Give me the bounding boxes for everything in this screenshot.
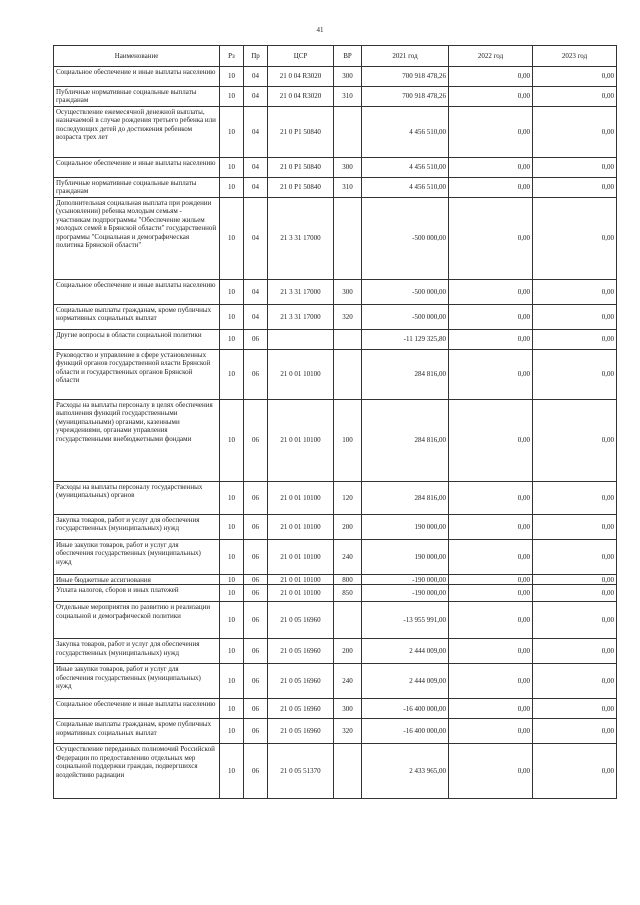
table-row <box>54 664 617 699</box>
cell-vr: 300 <box>334 699 362 719</box>
cell-csr: 21 0 P1 50840 <box>268 178 334 198</box>
cell-name: Осуществление ежемесячной денежной выплаты, назначаемой в случае рождения третьего ребенка или последующих детей до достижения ребенком возраста трех лет <box>54 107 220 158</box>
cell-csr: 21 0 05 16960 <box>268 664 334 699</box>
table-row <box>54 198 617 280</box>
cell-csr: 21 0 04 R3020 <box>268 67 334 87</box>
table-row <box>54 67 617 87</box>
cell-y2022: 0,00 <box>449 330 533 350</box>
cell-name: Уплата налогов, сборов и иных платежей <box>54 585 220 602</box>
table-header-row <box>54 46 617 67</box>
cell-y2021: 284 816,00 <box>362 350 449 400</box>
cell-csr: 21 0 01 10100 <box>268 482 334 515</box>
cell-name: Иные закупки товаров, работ и услуг для обеспечения государственных (муниципальных) нужд <box>54 540 220 575</box>
cell-y2022: 0,00 <box>449 87 533 107</box>
cell-rz: 10 <box>220 540 244 575</box>
cell-pr: 04 <box>244 305 268 330</box>
table-row <box>54 719 617 744</box>
cell-vr: 310 <box>334 87 362 107</box>
col-header-2021: 2021 год <box>362 46 449 67</box>
cell-rz: 10 <box>220 280 244 305</box>
cell-vr: 300 <box>334 67 362 87</box>
cell-pr: 06 <box>244 585 268 602</box>
cell-pr: 04 <box>244 107 268 158</box>
cell-rz: 10 <box>220 719 244 744</box>
cell-pr: 06 <box>244 515 268 540</box>
cell-name: Расходы на выплаты персоналу в целях обеспечения выполнения функций государственными (муниципальными) органами, казенными учреждениями, органами управления государственными внебюджетными фондами <box>54 400 220 482</box>
cell-y2021: 4 456 510,00 <box>362 107 449 158</box>
cell-name: Социальное обеспечение и иные выплаты населению <box>54 67 220 87</box>
cell-rz: 10 <box>220 67 244 87</box>
cell-vr <box>334 330 362 350</box>
col-header-vr: ВР <box>334 46 362 67</box>
cell-y2022: 0,00 <box>449 540 533 575</box>
cell-name: Социальные выплаты гражданам, кроме публичных нормативных социальных выплат <box>54 305 220 330</box>
cell-y2022: 0,00 <box>449 400 533 482</box>
cell-name: Социальное обеспечение и иные выплаты населению <box>54 699 220 719</box>
cell-y2023: 0,00 <box>533 107 617 158</box>
cell-rz: 10 <box>220 602 244 639</box>
cell-csr: 21 0 P1 50840 <box>268 158 334 178</box>
cell-y2022: 0,00 <box>449 198 533 280</box>
cell-y2023: 0,00 <box>533 158 617 178</box>
cell-y2023: 0,00 <box>533 639 617 664</box>
cell-y2021: 4 456 510,00 <box>362 158 449 178</box>
cell-name: Социальное обеспечение и иные выплаты населению <box>54 280 220 305</box>
cell-y2021: 284 816,00 <box>362 400 449 482</box>
cell-y2022: 0,00 <box>449 482 533 515</box>
table-row <box>54 280 617 305</box>
cell-pr: 04 <box>244 198 268 280</box>
cell-y2022: 0,00 <box>449 158 533 178</box>
cell-y2022: 0,00 <box>449 719 533 744</box>
cell-rz: 10 <box>220 158 244 178</box>
cell-y2022: 0,00 <box>449 744 533 799</box>
cell-vr: 850 <box>334 585 362 602</box>
budget-table <box>53 45 617 799</box>
cell-y2021: -500 000,00 <box>362 280 449 305</box>
cell-y2022: 0,00 <box>449 664 533 699</box>
cell-y2021: -16 400 000,00 <box>362 699 449 719</box>
cell-rz: 10 <box>220 107 244 158</box>
cell-rz: 10 <box>220 744 244 799</box>
cell-rz: 10 <box>220 350 244 400</box>
cell-y2023: 0,00 <box>533 87 617 107</box>
cell-y2023: 0,00 <box>533 744 617 799</box>
cell-csr: 21 0 01 10100 <box>268 585 334 602</box>
cell-rz: 10 <box>220 639 244 664</box>
cell-y2022: 0,00 <box>449 107 533 158</box>
cell-vr: 800 <box>334 575 362 585</box>
cell-y2023: 0,00 <box>533 67 617 87</box>
cell-y2022: 0,00 <box>449 178 533 198</box>
cell-y2021: 2 444 009,00 <box>362 639 449 664</box>
cell-csr: 21 0 01 10100 <box>268 515 334 540</box>
cell-y2023: 0,00 <box>533 540 617 575</box>
cell-y2021: -11 129 325,80 <box>362 330 449 350</box>
cell-pr: 06 <box>244 664 268 699</box>
cell-name: Публичные нормативные социальные выплаты гражданам <box>54 87 220 107</box>
cell-pr: 06 <box>244 602 268 639</box>
cell-pr: 04 <box>244 178 268 198</box>
cell-vr <box>334 350 362 400</box>
col-header-2023: 2023 год <box>533 46 617 67</box>
table-row <box>54 107 617 158</box>
cell-vr: 120 <box>334 482 362 515</box>
cell-y2023: 0,00 <box>533 350 617 400</box>
cell-name: Расходы на выплаты персоналу государственных (муниципальных) органов <box>54 482 220 515</box>
cell-name: Закупка товаров, работ и услуг для обеспечения государственных (муниципальных) нужд <box>54 639 220 664</box>
cell-y2022: 0,00 <box>449 699 533 719</box>
cell-csr: 21 0 05 16960 <box>268 602 334 639</box>
col-header-pr: Пр <box>244 46 268 67</box>
cell-rz: 10 <box>220 305 244 330</box>
cell-name: Социальные выплаты гражданам, кроме публичных нормативных социальных выплат <box>54 719 220 744</box>
cell-y2022: 0,00 <box>449 350 533 400</box>
cell-y2022: 0,00 <box>449 305 533 330</box>
cell-vr: 240 <box>334 540 362 575</box>
col-header-2022: 2022 год <box>449 46 533 67</box>
cell-y2022: 0,00 <box>449 585 533 602</box>
cell-y2021: 2 444 009,00 <box>362 664 449 699</box>
cell-pr: 06 <box>244 350 268 400</box>
table-row <box>54 540 617 575</box>
cell-name: Публичные нормативные социальные выплаты гражданам <box>54 178 220 198</box>
cell-rz: 10 <box>220 482 244 515</box>
cell-rz: 10 <box>220 664 244 699</box>
cell-csr: 21 0 04 R3020 <box>268 87 334 107</box>
table-row <box>54 639 617 664</box>
cell-csr <box>268 330 334 350</box>
cell-y2021: 2 433 965,00 <box>362 744 449 799</box>
table-row <box>54 602 617 639</box>
cell-vr: 300 <box>334 158 362 178</box>
cell-y2021: -500 000,00 <box>362 198 449 280</box>
cell-vr: 200 <box>334 639 362 664</box>
cell-name: Осуществление переданных полномочий Российской Федерации по предоставлению отдельных мер социальной поддержки граждан, подвергшихся воздействию радиации <box>54 744 220 799</box>
cell-y2022: 0,00 <box>449 67 533 87</box>
cell-y2023: 0,00 <box>533 699 617 719</box>
cell-y2023: 0,00 <box>533 515 617 540</box>
cell-vr: 240 <box>334 664 362 699</box>
table-row <box>54 178 617 198</box>
col-header-name: Наименование <box>54 46 220 67</box>
cell-rz: 10 <box>220 699 244 719</box>
cell-name: Другие вопросы в области социальной политики <box>54 330 220 350</box>
cell-rz: 10 <box>220 87 244 107</box>
cell-pr: 04 <box>244 280 268 305</box>
cell-y2023: 0,00 <box>533 482 617 515</box>
cell-csr: 21 0 05 16960 <box>268 699 334 719</box>
cell-y2023: 0,00 <box>533 664 617 699</box>
cell-y2022: 0,00 <box>449 280 533 305</box>
cell-rz: 10 <box>220 575 244 585</box>
table-row <box>54 87 617 107</box>
cell-vr: 320 <box>334 719 362 744</box>
table-row <box>54 744 617 799</box>
cell-y2023: 0,00 <box>533 602 617 639</box>
cell-vr: 100 <box>334 400 362 482</box>
page-number: 41 <box>316 26 324 34</box>
table-row <box>54 699 617 719</box>
cell-pr: 06 <box>244 719 268 744</box>
cell-y2021: 700 918 478,26 <box>362 67 449 87</box>
cell-pr: 06 <box>244 575 268 585</box>
cell-y2022: 0,00 <box>449 639 533 664</box>
cell-y2021: -500 000,00 <box>362 305 449 330</box>
table-row <box>54 585 617 602</box>
cell-vr: 300 <box>334 280 362 305</box>
cell-pr: 06 <box>244 699 268 719</box>
cell-vr <box>334 198 362 280</box>
table-row <box>54 515 617 540</box>
table-row <box>54 400 617 482</box>
cell-pr: 06 <box>244 540 268 575</box>
cell-y2023: 0,00 <box>533 585 617 602</box>
table-row <box>54 305 617 330</box>
table-row <box>54 350 617 400</box>
cell-pr: 04 <box>244 67 268 87</box>
table-row <box>54 482 617 515</box>
cell-pr: 06 <box>244 482 268 515</box>
cell-csr: 21 0 01 10100 <box>268 540 334 575</box>
cell-y2021: -16 400 000,00 <box>362 719 449 744</box>
cell-y2021: 284 816,00 <box>362 482 449 515</box>
cell-pr: 06 <box>244 400 268 482</box>
cell-vr <box>334 602 362 639</box>
cell-csr: 21 0 01 10100 <box>268 400 334 482</box>
cell-y2023: 0,00 <box>533 719 617 744</box>
cell-name: Иные бюджетные ассигнования <box>54 575 220 585</box>
cell-y2023: 0,00 <box>533 400 617 482</box>
cell-vr <box>334 744 362 799</box>
cell-name: Отдельные мероприятия по развитию и реализации социальной и демографической политики <box>54 602 220 639</box>
table-row <box>54 575 617 585</box>
cell-y2023: 0,00 <box>533 280 617 305</box>
cell-pr: 06 <box>244 330 268 350</box>
cell-y2023: 0,00 <box>533 305 617 330</box>
cell-csr: 21 3 31 17000 <box>268 198 334 280</box>
cell-y2021: -13 955 991,00 <box>362 602 449 639</box>
cell-y2023: 0,00 <box>533 330 617 350</box>
cell-pr: 06 <box>244 639 268 664</box>
cell-pr: 04 <box>244 87 268 107</box>
cell-name: Дополнительная социальная выплата при рождении (усыновлении) ребенка молодым семьям - участникам подпрограммы "Обеспечение жильем молодых семей в Брянской области" государственной программы "Социальная и демографическая политика Брянской области" <box>54 198 220 280</box>
cell-vr: 320 <box>334 305 362 330</box>
cell-name: Закупка товаров, работ и услуг для обеспечения государственных (муниципальных) нужд <box>54 515 220 540</box>
cell-y2021: 190 000,00 <box>362 515 449 540</box>
table-row <box>54 330 617 350</box>
cell-csr: 21 0 P1 50840 <box>268 107 334 158</box>
col-header-rz: Рз <box>220 46 244 67</box>
cell-csr: 21 0 05 16960 <box>268 639 334 664</box>
cell-name: Руководство и управление в сфере установленных функций органов государственной власти Брянской области и государственных органов Брянской области <box>54 350 220 400</box>
cell-rz: 10 <box>220 585 244 602</box>
cell-name: Иные закупки товаров, работ и услуг для обеспечения государственных (муниципальных) нужд <box>54 664 220 699</box>
cell-rz: 10 <box>220 515 244 540</box>
cell-y2022: 0,00 <box>449 515 533 540</box>
cell-y2021: -190 000,00 <box>362 575 449 585</box>
cell-y2021: 4 456 510,00 <box>362 178 449 198</box>
cell-csr: 21 3 31 17000 <box>268 305 334 330</box>
cell-y2023: 0,00 <box>533 198 617 280</box>
cell-y2021: -190 000,00 <box>362 585 449 602</box>
cell-csr: 21 3 31 17000 <box>268 280 334 305</box>
cell-y2022: 0,00 <box>449 602 533 639</box>
cell-csr: 21 0 05 16960 <box>268 719 334 744</box>
cell-y2022: 0,00 <box>449 575 533 585</box>
cell-rz: 10 <box>220 178 244 198</box>
cell-csr: 21 0 01 10100 <box>268 575 334 585</box>
cell-y2021: 190 000,00 <box>362 540 449 575</box>
cell-vr: 200 <box>334 515 362 540</box>
cell-csr: 21 0 05 51370 <box>268 744 334 799</box>
cell-y2023: 0,00 <box>533 178 617 198</box>
cell-name: Социальное обеспечение и иные выплаты населению <box>54 158 220 178</box>
cell-csr: 21 0 01 10100 <box>268 350 334 400</box>
cell-vr <box>334 107 362 158</box>
cell-pr: 04 <box>244 158 268 178</box>
cell-y2023: 0,00 <box>533 575 617 585</box>
cell-y2021: 700 918 478,26 <box>362 87 449 107</box>
cell-pr: 06 <box>244 744 268 799</box>
cell-rz: 10 <box>220 330 244 350</box>
table-row <box>54 158 617 178</box>
cell-vr: 310 <box>334 178 362 198</box>
cell-rz: 10 <box>220 198 244 280</box>
col-header-csr: ЦСР <box>268 46 334 67</box>
cell-rz: 10 <box>220 400 244 482</box>
